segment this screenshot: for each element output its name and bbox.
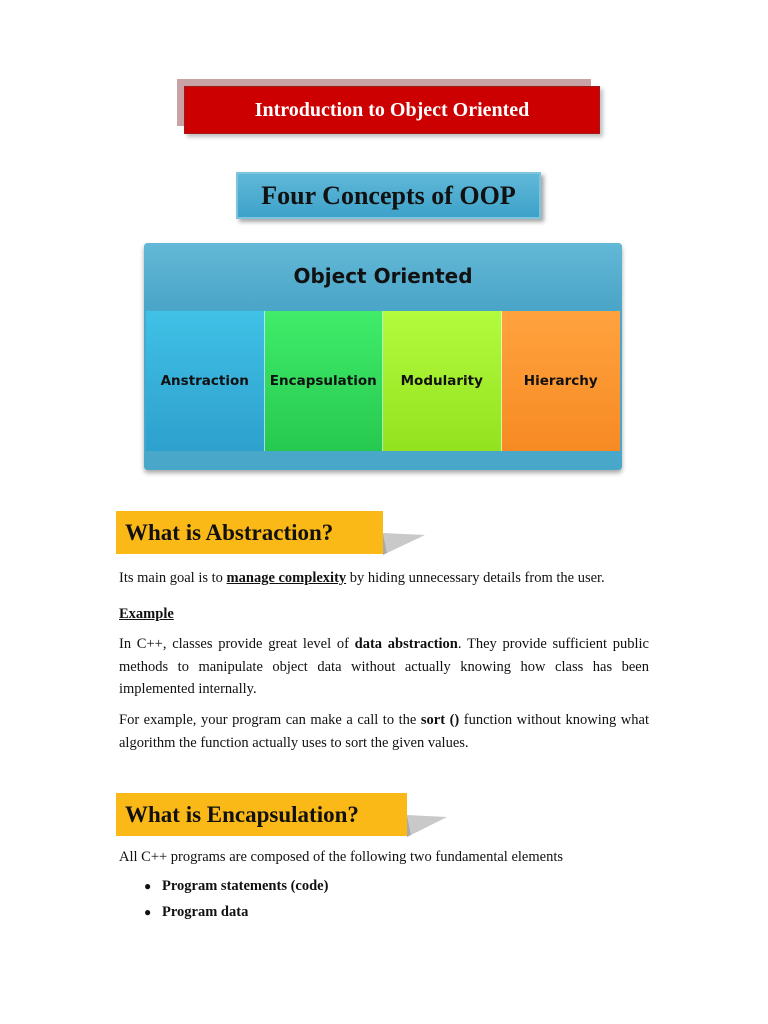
list-item: ● Program statements (code) [144,877,329,894]
abstraction-paragraph-2: For example, your program can make a call to the sort () function without knowing what algorithm the function actually uses to sort the given values. [119,712,649,751]
heading-arrow-icon [407,815,447,837]
diagram-cell-modularity: Modularity [383,311,502,451]
list-item: ● Program data [144,903,249,920]
abstraction-paragraph-1: In C++, classes provide great level of data abstraction. They provide sufficient public methods to manipulate object data without actually knowing how class has been implemented internally. [119,636,649,697]
encapsulation-intro: All C++ programs are composed of the following two fundamental elements [119,849,563,865]
oop-diagram [144,243,622,470]
diagram-concepts-row [146,311,620,451]
diagram-cell-abstraction: Anstraction [146,311,265,451]
diagram-cell-encapsulation: Encapsulation [265,311,384,451]
diagram-footer [144,452,622,470]
encapsulation-heading: What is Encapsulation? [116,793,407,836]
bullet-icon: ● [144,904,152,919]
page-title: Introduction to Object Oriented [184,86,600,134]
encapsulation-elements-list [144,873,328,925]
abstraction-heading: What is Abstraction? [116,511,383,554]
abstraction-intro: Its main goal is to manage complexity by hiding unnecessary details from the user. [119,570,605,586]
heading-arrow-icon [383,533,425,555]
diagram-header: Object Oriented [144,243,622,309]
bullet-icon: ● [144,878,152,893]
example-label: Example [119,606,174,622]
concepts-heading: Four Concepts of OOP [236,172,541,219]
diagram-cell-hierarchy: Hierarchy [502,311,621,451]
